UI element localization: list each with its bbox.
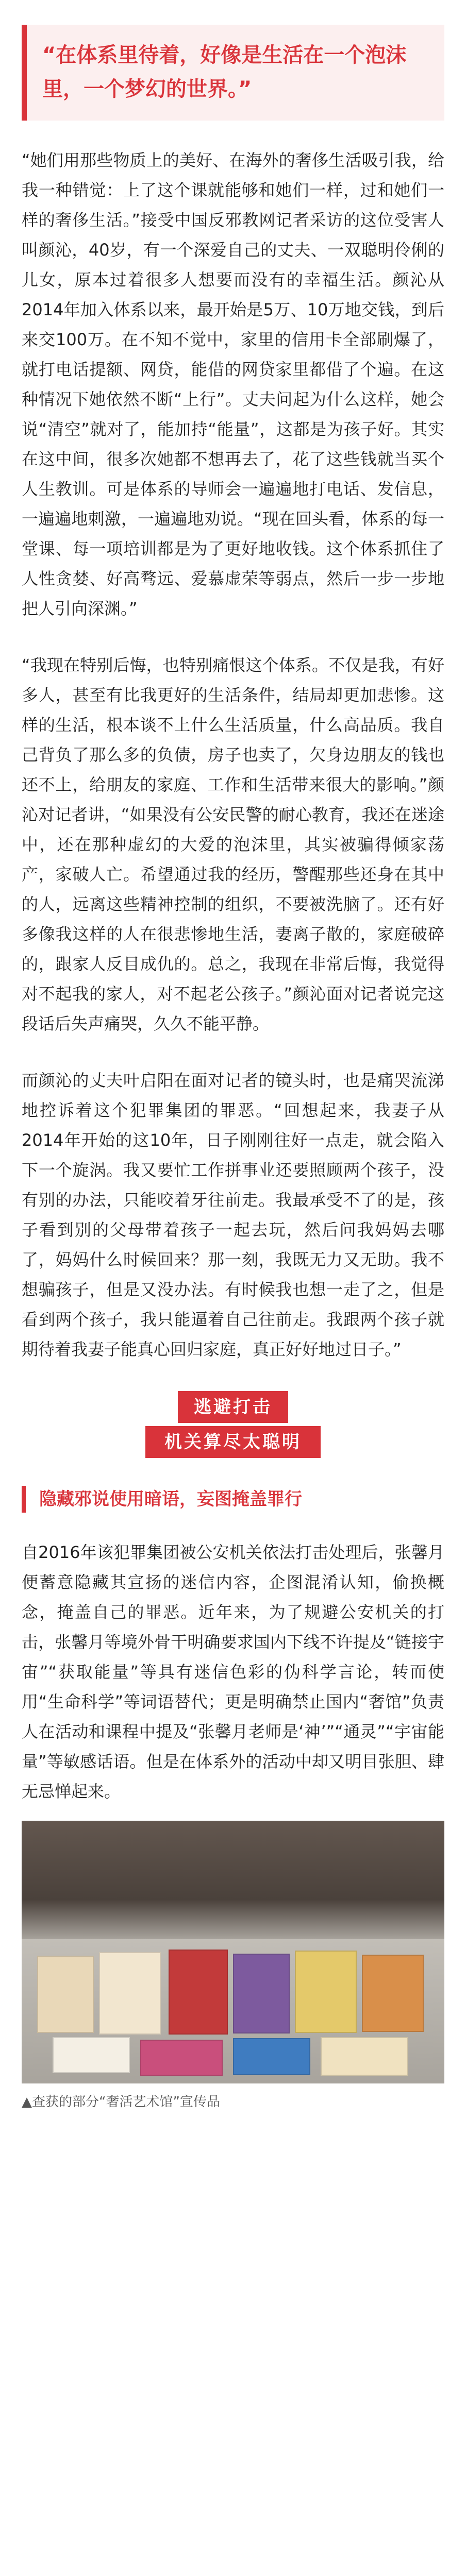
section-banner <box>22 1391 444 1458</box>
photo-item <box>37 1956 94 2033</box>
photo-item <box>233 2038 310 2075</box>
paragraph-4: 自2016年该犯罪集团被公安机关依法打击处理后，张馨月便蓄意隐藏其宣扬的迷信内容，企图混淆认知，偷换概念，掩盖自己的罪恶。近年来，为了规避公安机关的打击，张馨月等境外骨干明确要求国内下线不许提及“链接宇宙”“获取能量”等具有迷信色彩的伪科学言论，转而使用“生命科学”等词语替代；更是明确禁止国内“奢馆”负责人在活动和课程中提及“张馨月老师是‘神’”“通灵”“宇宙能量”等敏感话语。但是在体系外的活动中却又明目张胆、肆无忌惮起来。 <box>22 1543 444 1801</box>
section-banner-subtitle: 机关算尽太聪明 <box>145 1426 321 1458</box>
seized-materials-photo <box>22 1821 444 2083</box>
paragraph-1: “她们用那些物质上的美好、在海外的奢侈生活吸引我，给我一种错觉：上了这个课就能够和她们一样，过和她们一样的奢侈生活。”接受中国反邪教网记者采访的这位受害人叫颜沁，40岁，有一个深爱自己的丈夫、一双聪明伶俐的儿女，原本过着很多人想要而没有的幸福生活。颜沁从2014年加入体系以来，最开始是5万、10万地交钱，到后来交100万。在不知不觉中，家里的信用卡全部刷爆了，就打电话提额、网贷，能借的网贷家里都借了个遍。在这种情况下她依然不断“上行”。丈夫问起为什么这样，她会说“清空”就对了，能加持“能量”，这都是为孩子好。其实在这中间，很多次她都不想再去了，花了这些钱就当买个人生教训。可是体系的导师会一遍遍地打电话、发信息，一遍遍地刺激，一遍遍地劝说。“现在回头看，体系的每一堂课、每一项培训都是为了更好地收钱。这个体系抓住了人性贪婪、好高骛远、爱慕虚荣等弱点，然后一步一步地把人引向深渊。” <box>22 150 444 618</box>
photo-caption: ▲查获的部分“奢活艺术馆”宣传品 <box>22 2094 220 2110</box>
photo-item <box>99 1952 161 2035</box>
section-banner-title: 逃避打击 <box>178 1391 288 1423</box>
pull-quote-text: “在体系里待着，好像是生活在一个泡沫里，一个梦幻的世界。” <box>42 43 407 101</box>
photo-item <box>295 1951 357 2033</box>
photo-item <box>53 2037 130 2073</box>
photo-item <box>140 2040 223 2076</box>
sub-heading: 隐藏邪说使用暗语，妄图掩盖罪行 <box>22 1486 444 1513</box>
photo-item <box>233 1954 290 2033</box>
pull-quote <box>22 25 444 121</box>
paragraph-2: “我现在特别后悔，也特别痛恨这个体系。不仅是我，有好多人，甚至有比我更好的生活条件，结局却更加悲惨。这样的生活，根本谈不上什么生活质量，什么高品质。我自己背负了那么多的负债，房子也卖了，欠身边朋友的钱也还不上，给朋友的家庭、工作和生活带来很大的影响。”颜沁对记者讲，“如果没有公安民警的耐心教育，我还在迷途中，还在那种虚幻的大爱的泡沫里，其实被骗得倾家荡产，家破人亡。希望通过我的经历，警醒那些还身在其中的人，远离这些精神控制的组织，不要被洗脑了。还有好多像我这样的人在很悲惨地生活，妻离子散的，家庭破碎的，跟家人反目成仇的。总之，我现在非常后悔，我觉得对不起我的家人，对不起老公孩子。”颜沁面对记者说完这段话后失声痛哭，久久不能平静。 <box>22 655 444 1033</box>
photo-item <box>321 2037 408 2076</box>
photo-item <box>362 1955 424 2032</box>
photo-item <box>169 1950 228 2035</box>
paragraph-3: 而颜沁的丈夫叶启阳在面对记者的镜头时，也是痛哭流涕地控诉着这个犯罪集团的罪恶。“回想起来，我妻子从2014年开始的这10年，日子刚刚往好一点走，就会陷入下一个旋涡。我又要忙工作拼事业还要照顾两个孩子，没有别的办法，只能咬着牙往前走。我最承受不了的是，孩子看到别的父母带着孩子一起去玩，然后问我妈妈去哪了，妈妈什么时候回来？那一刻，我既无力又无助。我不想骗孩子，但是又没办法。有时候我也想一走了之，但是看到两个孩子，我只能逼着自己往前走。我跟两个孩子就期待着我妻子能真心回归家庭，真正好好地过日子。” <box>22 1071 444 1359</box>
